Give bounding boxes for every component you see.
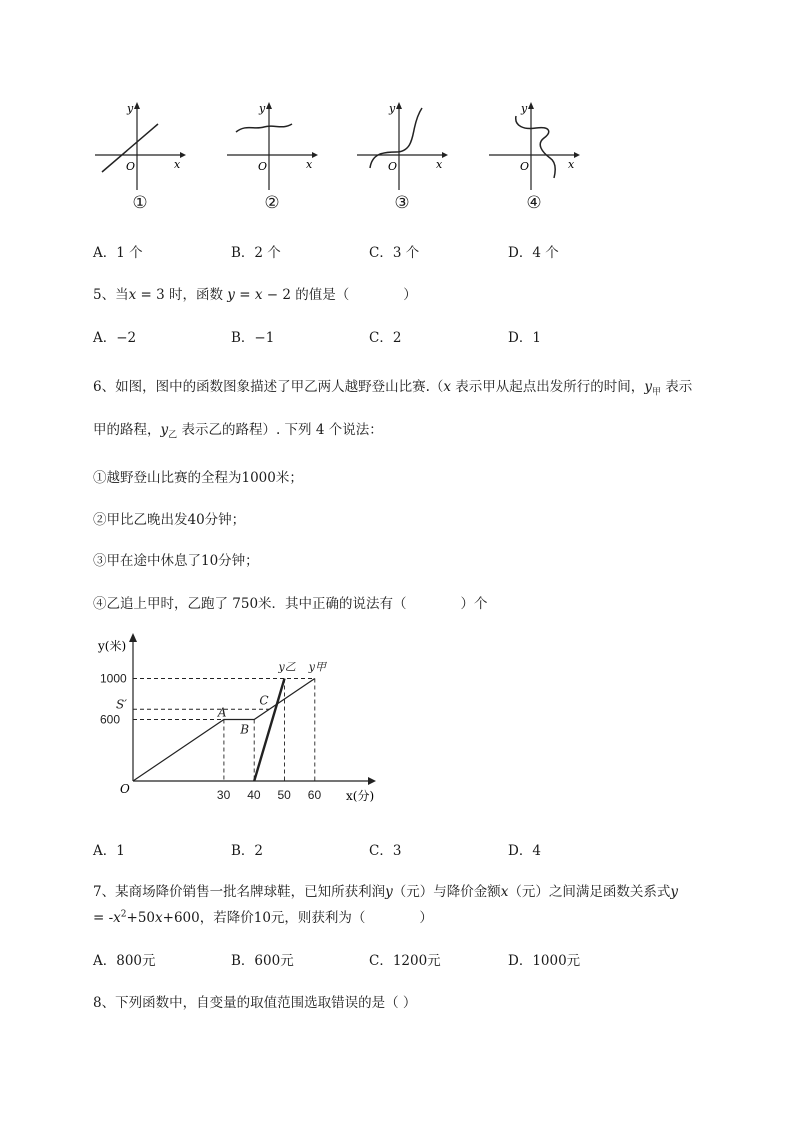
graph-4-y-label: y bbox=[521, 102, 528, 115]
chart-y-label: y(米) bbox=[98, 639, 127, 653]
q6-statement-3: ③甲在途中休息了10分钟； bbox=[93, 553, 259, 569]
graph-1-x-label: x bbox=[174, 158, 181, 171]
q5-var-x: x bbox=[128, 287, 137, 303]
point-b-label: B bbox=[240, 722, 250, 737]
q6-option-b[interactable]: B．2 bbox=[231, 843, 264, 859]
q7-var-x: x bbox=[500, 884, 509, 900]
q6-text-2: 表示甲从起点出发所行的时间， bbox=[451, 379, 645, 395]
race-chart bbox=[90, 628, 390, 808]
q7-text-3: （元）之间满足函数关系式 bbox=[508, 884, 671, 900]
q6-statement-1: ①越野登山比赛的全程为1000米； bbox=[93, 470, 303, 486]
q6-option-a[interactable]: A．1 bbox=[93, 843, 125, 859]
q5-text-1: 5、当 bbox=[93, 287, 129, 303]
graph-1 bbox=[90, 100, 190, 215]
chart-y-tick-2: 600 bbox=[100, 712, 121, 727]
graph-4-plot bbox=[484, 100, 584, 195]
chart-y-tick-1: S′ bbox=[116, 697, 127, 712]
q7-var-x3: x bbox=[155, 910, 163, 926]
q6-text-1: 6、如图，图中的函数图象描述了甲乙两人越野登山比赛.（ bbox=[93, 379, 444, 395]
q6-sub-jia: 甲 bbox=[651, 387, 661, 398]
q7-var-x2: x bbox=[113, 910, 121, 926]
q6-stem-line-2 bbox=[93, 418, 383, 441]
q5-text-4: − 2 的值是（ ） bbox=[262, 287, 417, 303]
q6-sub-yi: 乙 bbox=[168, 430, 178, 441]
graph-3-y-label: y bbox=[389, 102, 396, 115]
q6-statement-2: ②甲比乙晚出发40分钟； bbox=[93, 512, 246, 528]
chart-x-label: x(分) bbox=[346, 789, 375, 803]
q5-stem bbox=[93, 283, 417, 303]
graph-4-origin: O bbox=[520, 160, 530, 173]
graph-2-origin: O bbox=[258, 160, 268, 173]
q7-var-y: y bbox=[385, 884, 393, 900]
graph-3-origin: O bbox=[388, 160, 398, 173]
q7-stem-line-2 bbox=[93, 906, 433, 926]
graph-1-y-label: y bbox=[127, 102, 134, 115]
graph-3-label: ③ bbox=[394, 193, 410, 213]
chart-y-tick-0: 1000 bbox=[100, 671, 127, 686]
q7-option-d[interactable]: D．1000元 bbox=[508, 953, 581, 969]
chart-x-tick-1: 40 bbox=[247, 788, 261, 802]
q6-var-y-jia: y bbox=[644, 379, 652, 395]
q6-option-d[interactable]: D．4 bbox=[508, 843, 541, 859]
q6-text-4: 甲的路程， bbox=[93, 422, 161, 438]
q6-var-y-yi: y bbox=[160, 422, 169, 438]
q7-var-y2: y bbox=[670, 884, 678, 900]
graph-4-x-label: x bbox=[568, 158, 575, 171]
chart-x-tick-2: 50 bbox=[277, 788, 291, 802]
q6-var-x: x bbox=[443, 379, 452, 395]
q7-text-2: （元）与降价金额 bbox=[392, 884, 501, 900]
graph-1-origin: O bbox=[126, 160, 136, 173]
q5-option-c[interactable]: C．2 bbox=[369, 330, 402, 346]
q5-option-a[interactable]: A．−2 bbox=[93, 330, 137, 346]
q6-text-3: 表示 bbox=[660, 379, 693, 395]
graph-2-y-label: y bbox=[259, 102, 266, 115]
q4-option-b[interactable]: B．2 个 bbox=[231, 245, 281, 261]
point-c-label: C bbox=[259, 693, 269, 708]
series-y-yi-label: y乙 bbox=[278, 660, 296, 674]
q8-stem: 8、下列函数中，自变量的取值范围选取错误的是（ ） bbox=[93, 995, 417, 1011]
q5-text-2: = 3 时，函数 bbox=[136, 287, 228, 303]
q7-text-1: 7、某商场降价销售一批名牌球鞋，已知所获利润 bbox=[93, 884, 386, 900]
q5-var-x2: x bbox=[254, 287, 263, 303]
point-a-label: A bbox=[217, 705, 227, 720]
graph-4 bbox=[484, 100, 584, 215]
q4-option-c[interactable]: C．3 个 bbox=[369, 245, 420, 261]
q7-option-a[interactable]: A．800元 bbox=[93, 953, 156, 969]
graph-1-label: ① bbox=[132, 193, 148, 213]
q5-var-y: y bbox=[227, 287, 235, 303]
graph-2-x-label: x bbox=[306, 158, 313, 171]
graph-3-plot bbox=[352, 100, 452, 195]
q5-option-d[interactable]: D．1 bbox=[508, 330, 541, 346]
q6-stem-line-1 bbox=[93, 375, 692, 398]
q5-text-3: = bbox=[234, 287, 255, 303]
graph-3-x-label: x bbox=[436, 158, 443, 171]
graph-2-label: ② bbox=[264, 193, 280, 213]
q6-text-5: 表示乙的路程）. 下列 4 个说法： bbox=[177, 422, 383, 438]
q7-text-5: +50 bbox=[126, 910, 156, 926]
chart-origin: O bbox=[120, 782, 130, 796]
graph-2-plot bbox=[222, 100, 322, 195]
q7-text-6: +600，若降价10元，则获利为（ ） bbox=[162, 910, 433, 926]
q7-stem-line-1 bbox=[93, 880, 678, 900]
chart-x-tick-0: 30 bbox=[216, 788, 231, 802]
chart-x-tick-3: 60 bbox=[307, 788, 322, 802]
q7-option-b[interactable]: B．600元 bbox=[231, 953, 294, 969]
graph-1-plot bbox=[90, 100, 190, 195]
q7-exponent: 2 bbox=[120, 909, 127, 920]
series-y-jia-label: y甲 bbox=[308, 660, 327, 674]
graph-3 bbox=[352, 100, 452, 215]
graph-2 bbox=[222, 100, 322, 215]
q7-text-4: = - bbox=[93, 910, 114, 926]
q4-option-d[interactable]: D．4 个 bbox=[508, 245, 559, 261]
q6-option-c[interactable]: C．3 bbox=[369, 843, 402, 859]
q7-option-c[interactable]: C．1200元 bbox=[369, 953, 441, 969]
q4-option-a[interactable]: A．1 个 bbox=[93, 245, 143, 261]
q6-statement-4: ④乙追上甲时，乙跑了 750米．其中正确的说法有（ ）个 bbox=[93, 596, 488, 612]
graph-4-label: ④ bbox=[526, 193, 542, 213]
q5-option-b[interactable]: B．−1 bbox=[231, 330, 275, 346]
